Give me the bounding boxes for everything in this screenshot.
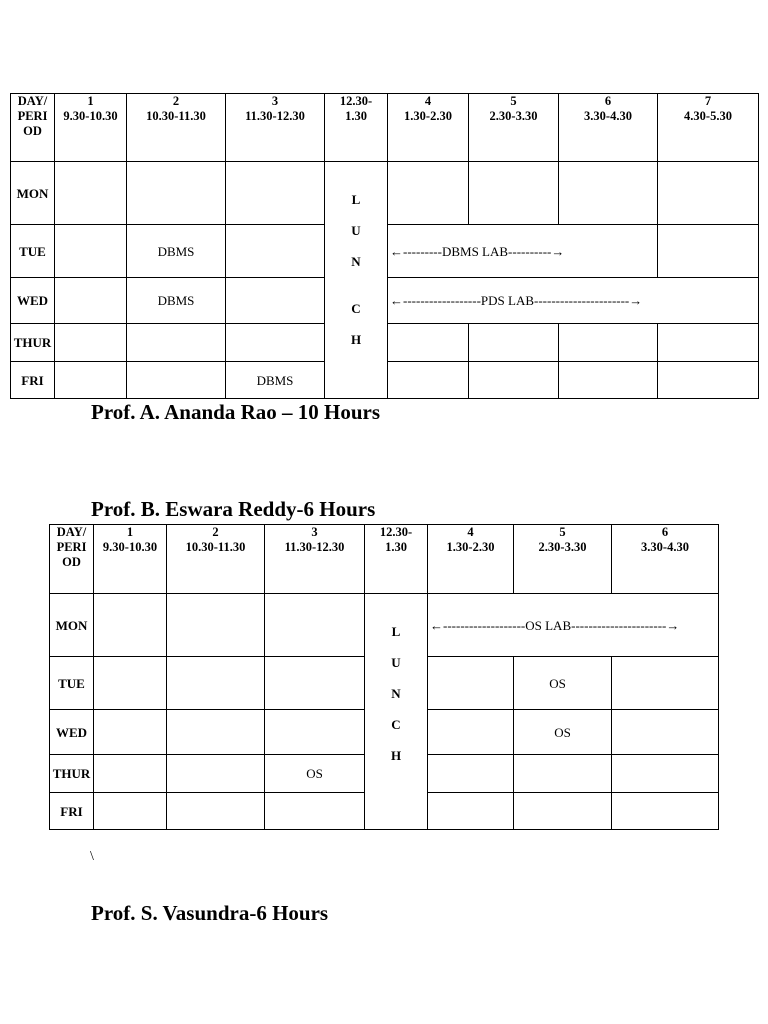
header-day-period: DAY/ PERI OD <box>50 525 94 594</box>
header-lunch-time: 12.30- 1.30 <box>365 525 428 594</box>
cell <box>167 793 265 830</box>
cell <box>428 710 514 755</box>
day-label: MON <box>11 162 55 225</box>
cell <box>94 793 167 830</box>
cell <box>428 755 514 793</box>
cell-subject: OS <box>514 657 612 710</box>
cell <box>658 324 759 362</box>
lunch-letter: N <box>351 254 361 269</box>
header-lunch-time: 12.30- 1.30 <box>325 94 388 162</box>
cell <box>658 225 759 278</box>
cell <box>94 594 167 657</box>
cell <box>55 362 127 399</box>
cell <box>127 324 226 362</box>
cell-lab-dbms: ←---------DBMS LAB----------→ <box>388 225 658 278</box>
cell <box>514 755 612 793</box>
lunch-letter: H <box>390 748 402 763</box>
cell <box>265 657 365 710</box>
cell <box>167 755 265 793</box>
cell-subject: DBMS <box>127 225 226 278</box>
cell <box>612 657 719 710</box>
lunch-column <box>325 162 388 399</box>
cell <box>167 710 265 755</box>
cell-lab-os: ←-------------------OS LAB----------------------→ <box>428 594 719 657</box>
cell <box>469 324 559 362</box>
header-period-3: 3 11.30-12.30 <box>265 525 365 594</box>
cell <box>167 657 265 710</box>
day-label: THUR <box>11 324 55 362</box>
header-period-6: 6 3.30-4.30 <box>559 94 658 162</box>
header-period-2: 2 10.30-11.30 <box>127 94 226 162</box>
day-label: FRI <box>50 793 94 830</box>
day-label: WED <box>50 710 94 755</box>
day-label: TUE <box>11 225 55 278</box>
cell <box>127 362 226 399</box>
caption-vasundra: Prof. S. Vasundra-6 Hours <box>91 901 329 925</box>
day-label: TUE <box>50 657 94 710</box>
cell <box>55 278 127 324</box>
cell <box>514 793 612 830</box>
day-label: MON <box>50 594 94 657</box>
cell <box>612 755 719 793</box>
cell <box>94 657 167 710</box>
cell <box>55 225 127 278</box>
cell <box>265 594 365 657</box>
cell-lab-pds: ←------------------PDS LAB----------------------→ <box>388 278 759 324</box>
cell <box>559 324 658 362</box>
timetable-eswara-reddy <box>49 524 719 830</box>
cell <box>469 362 559 399</box>
cell <box>612 793 719 830</box>
cell-subject: OS <box>265 755 365 793</box>
header-period-4: 4 1.30-2.30 <box>388 94 469 162</box>
lunch-letter: C <box>351 301 361 316</box>
day-label: THUR <box>50 755 94 793</box>
cell <box>55 324 127 362</box>
lunch-letter: N <box>391 686 401 701</box>
cell <box>94 755 167 793</box>
lunch-letter: L <box>351 192 361 207</box>
lunch-column <box>365 594 428 830</box>
cell <box>658 162 759 225</box>
cell <box>226 324 325 362</box>
header-period-5: 5 2.30-3.30 <box>469 94 559 162</box>
cell-subject: OS <box>514 710 612 755</box>
cell-subject: DBMS <box>226 362 325 399</box>
header-period-3: 3 11.30-12.30 <box>226 94 325 162</box>
cell <box>469 162 559 225</box>
header-period-7: 7 4.30-5.30 <box>658 94 759 162</box>
day-label: WED <box>11 278 55 324</box>
cell <box>265 793 365 830</box>
cell <box>226 162 325 225</box>
cell <box>559 362 658 399</box>
header-day-period: DAY/ PERI OD <box>11 94 55 162</box>
cell <box>388 162 469 225</box>
table-row <box>50 594 719 657</box>
cell-subject: DBMS <box>127 278 226 324</box>
header-period-2: 2 10.30-11.30 <box>167 525 265 594</box>
cell <box>55 162 127 225</box>
cell <box>226 278 325 324</box>
header-period-1: 1 9.30-10.30 <box>55 94 127 162</box>
header-period-4: 4 1.30-2.30 <box>428 525 514 594</box>
lunch-letter: H <box>350 332 362 347</box>
lunch-letter: U <box>391 655 401 670</box>
cell <box>167 594 265 657</box>
timetable-ananda-rao <box>10 93 759 399</box>
cell <box>428 657 514 710</box>
cell <box>127 162 226 225</box>
header-period-6: 6 3.30-4.30 <box>612 525 719 594</box>
cell <box>612 710 719 755</box>
caption-ananda-rao: Prof. A. Ananda Rao – 10 Hours <box>91 400 380 424</box>
cell <box>265 710 365 755</box>
day-label: FRI <box>11 362 55 399</box>
stray-backslash: \ <box>90 849 94 864</box>
cell <box>94 710 167 755</box>
cell <box>559 162 658 225</box>
cell <box>388 362 469 399</box>
caption-eswara-reddy: Prof. B. Eswara Reddy-6 Hours <box>91 497 376 521</box>
cell <box>226 225 325 278</box>
lunch-letter: C <box>391 717 401 732</box>
cell <box>428 793 514 830</box>
cell <box>388 324 469 362</box>
lunch-letter: U <box>351 223 361 238</box>
header-period-5: 5 2.30-3.30 <box>514 525 612 594</box>
lunch-letter: L <box>391 624 401 639</box>
header-period-1: 1 9.30-10.30 <box>94 525 167 594</box>
cell <box>658 362 759 399</box>
table-row <box>11 162 759 225</box>
